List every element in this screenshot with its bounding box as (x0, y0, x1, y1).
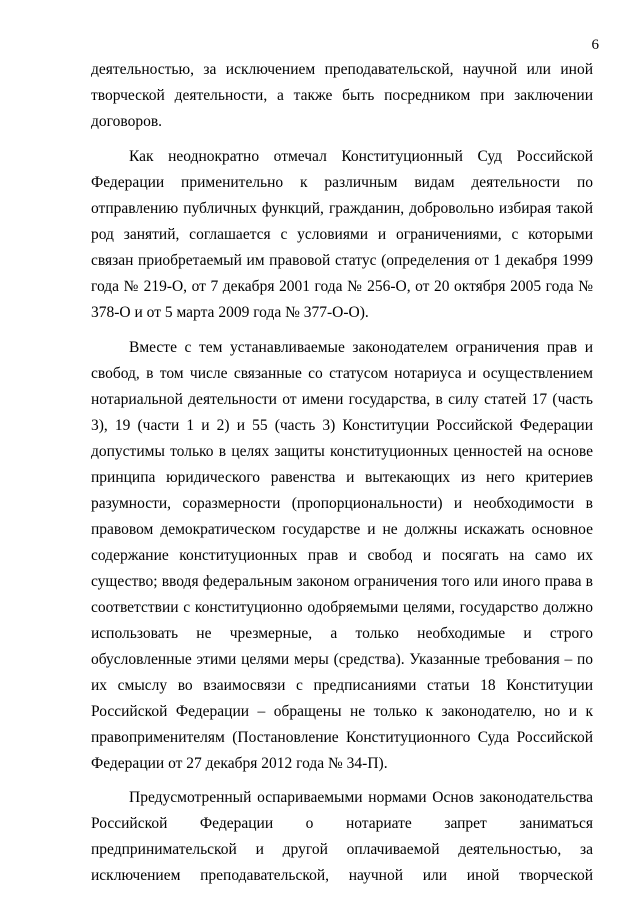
text-line: Российской Федерации о нотариате запрет заниматься (91, 815, 593, 832)
text-line: Предусмотренный оспариваемыми нормами Основ законодательства (129, 789, 593, 806)
text-line: разумности, соразмерности (пропорциональности) и необходимости в (91, 495, 593, 512)
text-line: допустимы только в целях защиты конституционных ценностей на основе (91, 443, 593, 460)
paragraph-1 (91, 57, 593, 135)
text-line: свобод, в том числе связанные со статусом нотариуса и осуществлением (91, 365, 593, 382)
text-line: отправлению публичных функций, гражданин, добровольно избирая такой (91, 200, 593, 217)
paragraph-3 (91, 335, 593, 777)
text-line: правоприменителям (Постановление Конституционного Суда Российской (91, 729, 593, 746)
text-line: нотариальной деятельности от имени государства, в силу статей 17 (часть (91, 391, 593, 408)
text-line: правовом демократическом государстве и не должны искажать основное (91, 521, 593, 538)
text-line: существо; вводя федеральным законом ограничения того или иного права в (91, 573, 593, 590)
text-line: 378-О и от 5 марта 2009 года № 377-О-О). (91, 304, 369, 321)
paragraph-spacing (91, 326, 593, 335)
paragraph-spacing (91, 777, 593, 785)
text-line: года № 219-О, от 7 декабря 2001 года № 256-О, от 20 октября 2005 года № (91, 278, 593, 295)
text-line: деятельностью, за исключением преподавательской, научной или иной (91, 61, 593, 78)
text-line: использовать не чрезмерные, а только необходимые и строго (91, 625, 593, 642)
paragraph-2 (91, 144, 593, 326)
text-line: 3), 19 (части 1 и 2) и 55 (часть 3) Конституции Российской Федерации (91, 417, 593, 434)
text-line: Федерации применительно к различным видам деятельности по (91, 174, 593, 191)
text-line: обусловленные этими целями меры (средства). Указанные требования – по (91, 651, 593, 668)
text-line: Вместе с тем устанавливаемые законодателем ограничения прав и (129, 339, 593, 356)
text-line: соответствии с конституционно одобряемыми целями, государство должно (91, 599, 593, 616)
text-line: род занятий, соглашается с условиями и ограничениями, с которыми (91, 226, 593, 243)
text-line: исключением преподавательской, научной или иной творческой (91, 867, 593, 884)
paragraph-4 (91, 785, 593, 889)
text-line: связан приобретаемый им правовой статус (определения от 1 декабря 1999 (91, 252, 593, 269)
text-line: их смыслу во взаимосвязи с предписаниями статьи 18 Конституции (91, 677, 593, 694)
text-line: предпринимательской и другой оплачиваемой деятельностью, за (91, 841, 593, 858)
paragraph-spacing (91, 135, 593, 144)
text-line: творческой деятельности, а также быть посредником при заключении (91, 87, 593, 104)
text-line: содержание конституционных прав и свобод и посягать на само их (91, 547, 593, 564)
text-line: принципа юридического равенства и вытекающих из него критериев (91, 469, 593, 486)
document-body (91, 57, 593, 889)
text-line: договоров. (91, 113, 163, 130)
text-line: Федерации от 27 декабря 2012 года № 34-П). (91, 755, 388, 772)
page-number: 6 (591, 37, 599, 53)
text-line: Российской Федерации – обращены не только к законодателю, но и к (91, 703, 593, 720)
text-line: Как неоднократно отмечал Конституционный Суд Российской (129, 148, 593, 165)
